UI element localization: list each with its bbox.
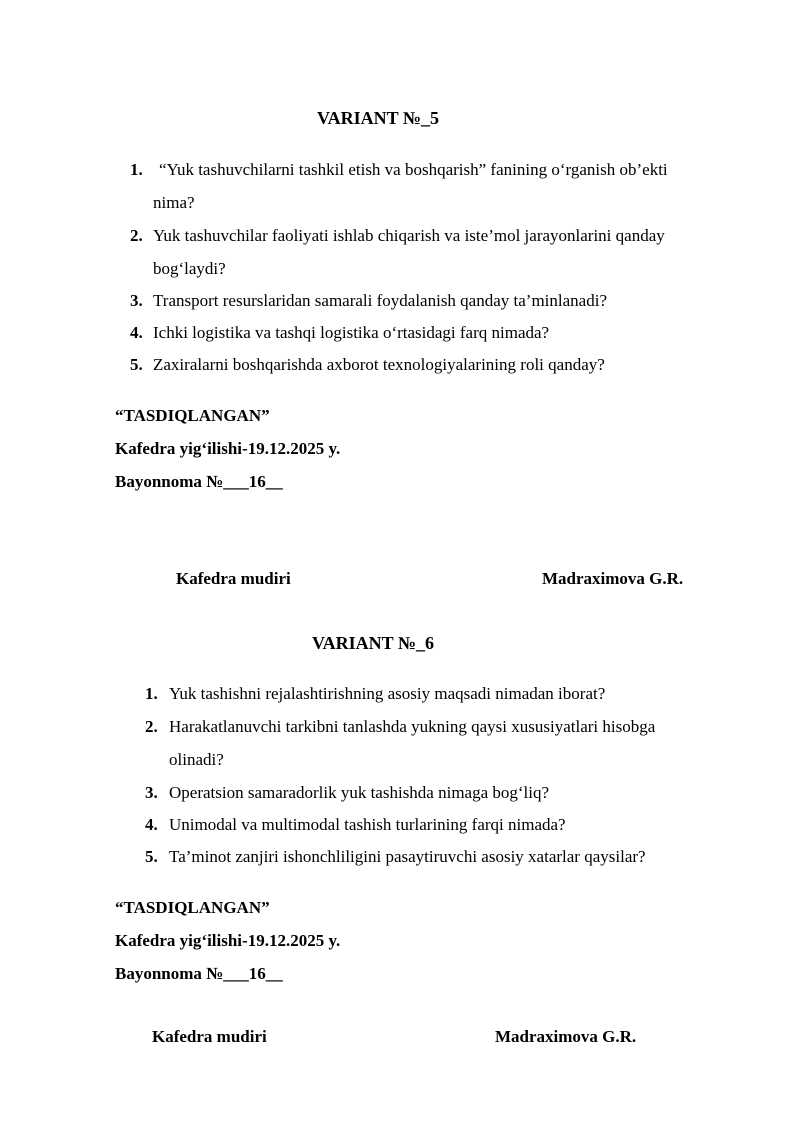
question-number: 4.: [145, 815, 158, 834]
v5-approved-label: “TASDIQLANGAN”: [115, 406, 270, 425]
v5-protocol-number: Bayonnoma №___16__: [115, 472, 283, 491]
question-number: 3.: [145, 783, 158, 802]
question-number: 2.: [130, 226, 143, 245]
question-number: 1.: [130, 160, 143, 179]
question-number: 1.: [145, 684, 158, 703]
variant-6-title: VARIANT №_6: [312, 633, 434, 653]
question-text-line: Ta’minot zanjiri ishonchliligini pasaytiruvchi asosiy xatarlar qaysilar?: [169, 847, 646, 866]
question-number: 4.: [130, 323, 143, 342]
variant-5-title: VARIANT №_5: [317, 108, 439, 128]
v6-protocol-number: Bayonnoma №___16__: [115, 964, 283, 983]
question-text-line: Ichki logistika va tashqi logistika o‘rtasidagi farq nimada?: [153, 323, 550, 342]
v5-signature-role: Kafedra mudiri: [176, 569, 291, 588]
v6-meeting-date: Kafedra yig‘ilishi-19.12.2025 y.: [115, 931, 341, 950]
question-text-line: Operatsion samaradorlik yuk tashishda nimaga bog‘liq?: [169, 783, 550, 802]
question-text-line: nima?: [153, 193, 195, 212]
question-text-line: Transport resurslaridan samarali foydalanish qanday ta’minlanadi?: [153, 291, 607, 310]
question-text-line: olinadi?: [169, 750, 224, 769]
v6-approved-label: “TASDIQLANGAN”: [115, 898, 270, 917]
question-text-line: bog‘laydi?: [153, 259, 226, 278]
question-number: 5.: [130, 355, 143, 374]
v5-signature-name: Madraximova G.R.: [542, 569, 684, 588]
question-number: 3.: [130, 291, 143, 310]
question-text-line: Yuk tashuvchilar faoliyati ishlab chiqarish va iste’mol jarayonlarini qanday: [153, 226, 665, 245]
question-number: 2.: [145, 717, 158, 736]
question-text-line: Harakatlanuvchi tarkibni tanlashda yukning qaysi xususiyatlari hisobga: [169, 717, 656, 736]
v6-signature-role: Kafedra mudiri: [152, 1027, 267, 1046]
v6-signature-name: Madraximova G.R.: [495, 1027, 637, 1046]
question-text-line: Unimodal va multimodal tashish turlarining farqi nimada?: [169, 815, 566, 834]
question-text-line: “Yuk tashuvchilarni tashkil etish va boshqarish” fanining o‘rganish ob’ekti: [159, 160, 668, 179]
v5-meeting-date: Kafedra yig‘ilishi-19.12.2025 y.: [115, 439, 341, 458]
question-text-line: Zaxiralarni boshqarishda axborot texnologiyalarining roli qanday?: [153, 355, 605, 374]
question-text-line: Yuk tashishni rejalashtirishning asosiy maqsadi nimadan iborat?: [169, 684, 606, 703]
question-number: 5.: [145, 847, 158, 866]
